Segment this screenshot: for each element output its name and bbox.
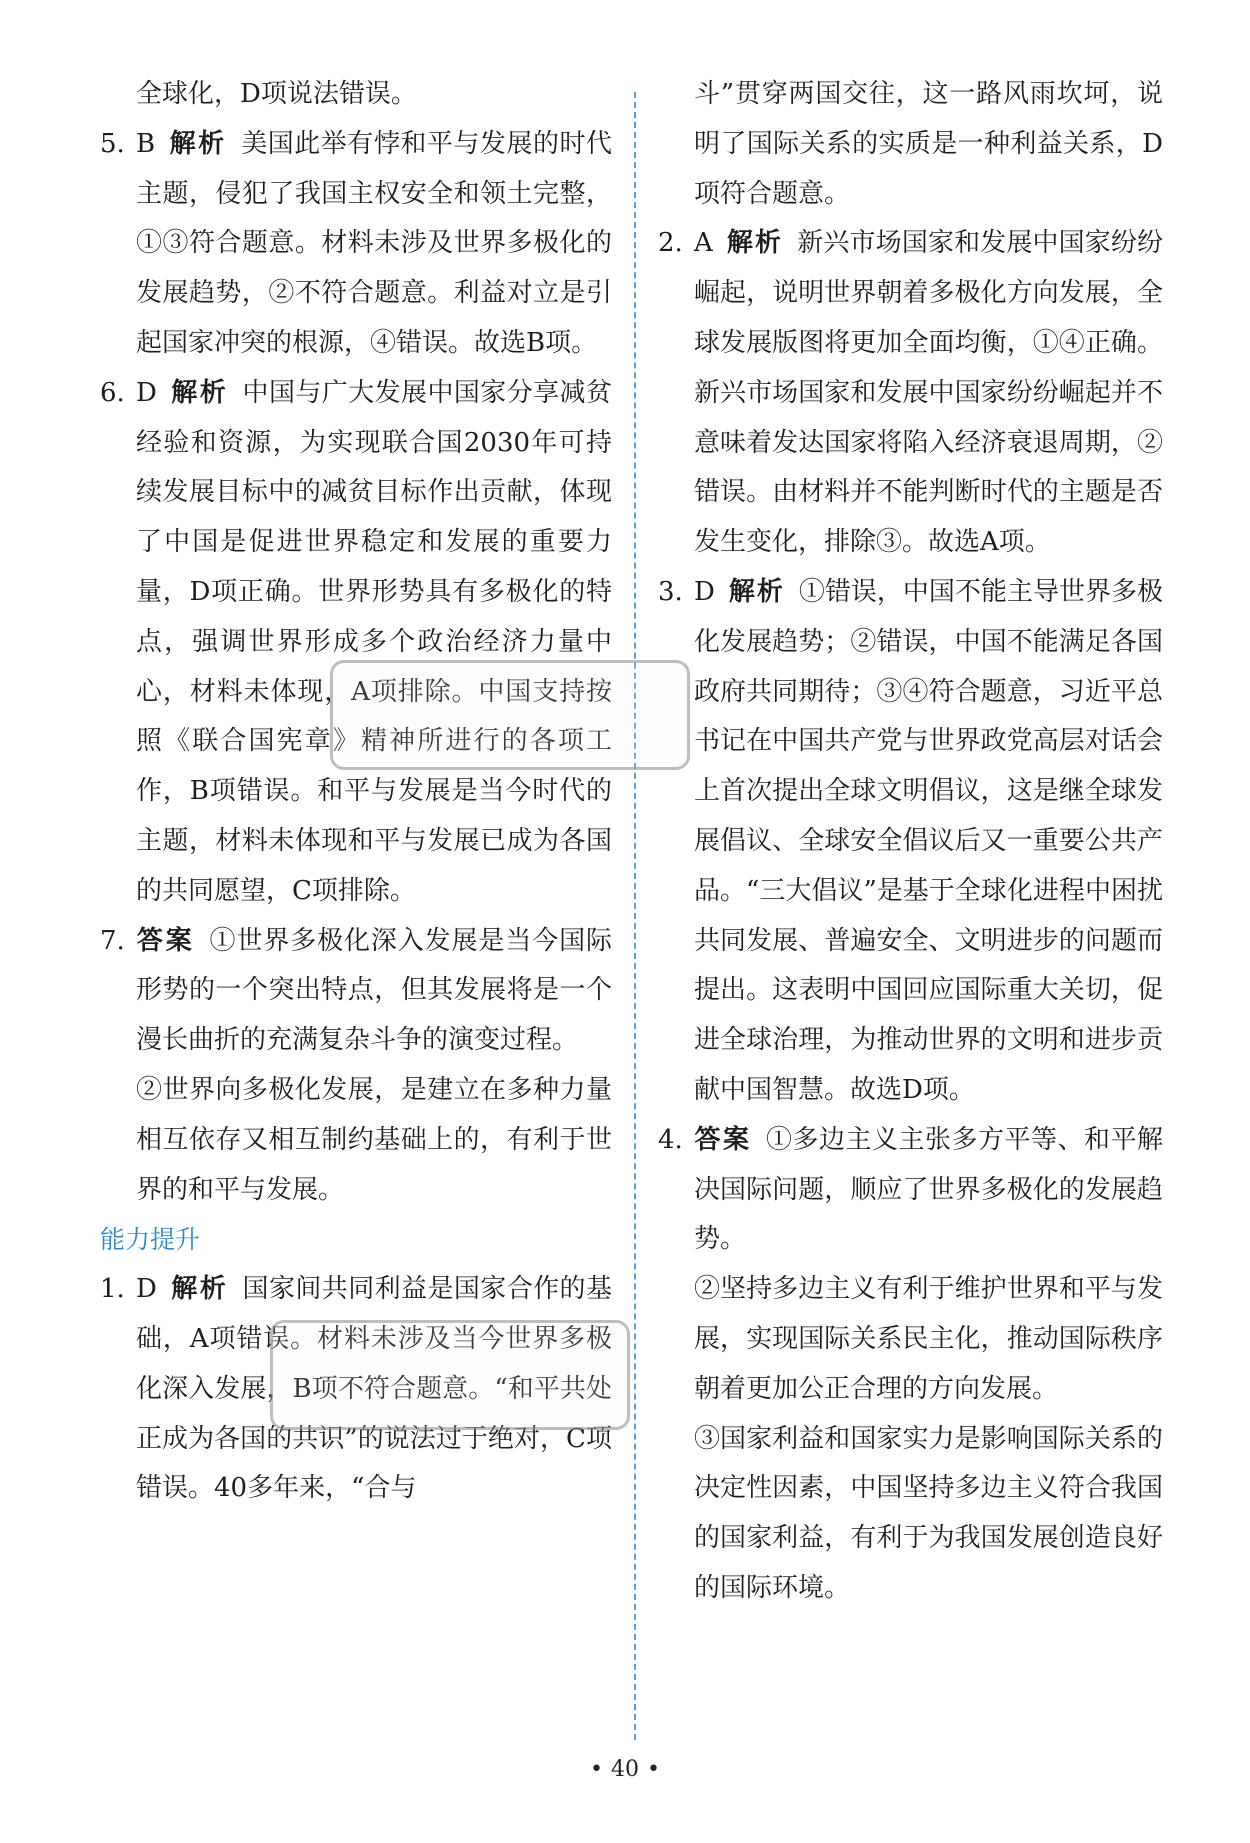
item-number: 2. — [658, 228, 683, 259]
analysis-text: ①错误，中国不能主导世界多极化发展趋势；②错误，中国不能满足各国政府共同期待；③④符合题意，习近平总书记在中国共产党与世界政党高层对话会上首次提出全球文明倡议，这是继全球发展倡议、全球安全倡议后又一重要公共产品。“三大倡议”是基于全球化进程中困扰共同发展、普遍安全、文明进步的问题而提出。这表明中国回应国际重大关切，促进全球治理，为推动世界的文明和进步贡献中国智慧。故选D项。 — [694, 576, 1163, 1105]
answer-choice: D — [136, 1274, 157, 1305]
right-column — [658, 70, 1163, 1614]
answer-text-1: ①多边主义主张多方平等、和平解决国际问题，顺应了世界多极化的发展趋势。 — [694, 1124, 1163, 1255]
analysis-label: 解析 — [728, 576, 785, 607]
section-title: 能力提升 — [100, 1225, 201, 1255]
answer-text-2: ②世界向多极化发展，是建立在多种力量相互依存又相互制约基础上的，有利于世界的和平与发展。 — [136, 1074, 612, 1205]
answer-item-7 — [100, 917, 612, 1066]
analysis-text: 中国与广大发展中国家分享减贫经验和资源，为实现联合国2030年可持续发展目标中的减贫目标作出贡献，体现了中国是促进世界稳定和发展的重要力量，D项正确。世界形势具有多极化的特点，强调世界形成多个政治经济力量中心，材料未体现，A项排除。中国支持按照《联合国宪章》精神所进行的各项工作，B项错误。和平与发展是当今时代的主题，材料未体现和平与发展已成为各国的共同愿望，C项排除。 — [136, 377, 612, 906]
answer-item-3 — [658, 568, 1163, 1116]
answer-label: 答案 — [136, 925, 195, 956]
analysis-label: 解析 — [170, 1274, 229, 1305]
item-number: 3. — [658, 576, 683, 607]
item-number: 7. — [100, 925, 125, 956]
analysis-label: 解析 — [726, 228, 784, 259]
answer-text-2: ②坚持多边主义有利于维护世界和平与发展，实现国际关系民主化，推动国际秩序朝着更加公正合理的方向发展。 — [694, 1274, 1163, 1404]
answer-item-4 — [658, 1116, 1163, 1265]
page-dot-right: • — [647, 1757, 660, 1782]
answer-item-6 — [100, 369, 612, 917]
page-dot-left: • — [590, 1757, 603, 1782]
continued-text: 斗”贯穿两国交往，这一路风雨坎坷，说明了国际关系的实质是一种利益关系，D项符合题意。 — [694, 79, 1163, 209]
item-number: 6. — [100, 377, 125, 408]
answer-text-3: ③国家利益和国家实力是影响国际关系的决定性因素，中国坚持多边主义符合我国的国家利益，有利于为我国发展创造良好的国际环境。 — [694, 1423, 1163, 1603]
analysis-text: 美国此举有悖和平与发展的时代主题，侵犯了我国主权安全和领土完整，①③符合题意。材料未涉及世界多极化的发展趋势，②不符合题意。利益对立是引起国家冲突的根源，④错误。故选B项。 — [136, 128, 612, 358]
answer-choice: D — [694, 576, 715, 607]
analysis-text: 国家间共同利益是国家合作的基础，A项错误。材料未涉及当今世界多极化深入发展，B项不符合题意。“和平共处正成为各国的共识”的说法过于绝对，C项错误。40多年来，“合与 — [136, 1274, 612, 1504]
analysis-label: 解析 — [169, 128, 227, 159]
column-divider — [634, 92, 636, 1740]
item-number: 4. — [658, 1124, 683, 1155]
answer-text-1: ①世界多极化深入发展是当今国际形势的一个突出特点，但其发展将是一个漫长曲折的充满复杂斗争的演变过程。 — [136, 925, 612, 1056]
item-number: 5. — [100, 128, 125, 159]
answer-item-2 — [658, 219, 1163, 568]
page-number — [0, 1757, 1250, 1782]
answer-item-5 — [100, 120, 612, 369]
continued-text: 全球化，D项说法错误。 — [136, 79, 417, 109]
item-number: 1. — [100, 1274, 125, 1305]
answer-label: 答案 — [694, 1124, 752, 1155]
answer-choice: A — [694, 228, 713, 259]
watermark-lower — [270, 1320, 630, 1430]
analysis-text: 新兴市场国家和发展中国家纷纷崛起，说明世界朝着多极化方向发展，全球发展版图将更加全面均衡，①④正确。新兴市场国家和发展中国家纷纷崛起并不意味着发达国家将陷入经济衰退周期，②错误。由材料并不能判断时代的主题是否发生变化，排除③。故选A项。 — [694, 228, 1163, 558]
answer-choice: B — [136, 128, 156, 159]
watermark-upper — [330, 660, 690, 770]
left-column — [100, 70, 612, 1514]
page-number-value: 40 — [611, 1757, 639, 1782]
analysis-label: 解析 — [170, 377, 229, 408]
answer-choice: D — [136, 377, 157, 408]
